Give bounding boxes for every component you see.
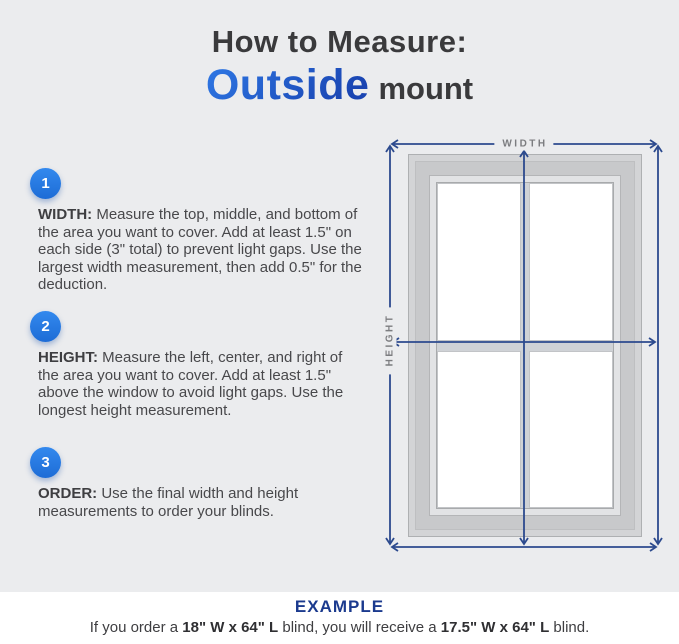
step-1-label: WIDTH: bbox=[38, 206, 93, 223]
example-footer bbox=[0, 592, 679, 644]
window-pane-bottom-left bbox=[437, 351, 521, 509]
example-ordered-size: 18" W x 64" L bbox=[182, 619, 279, 636]
window-outer-frame bbox=[408, 154, 642, 537]
step-width bbox=[30, 168, 378, 294]
title-highlight: Outside bbox=[205, 61, 370, 109]
height-dimension-label: HEIGHT bbox=[384, 308, 397, 375]
title-line1: How to Measure: bbox=[211, 24, 468, 59]
example-prefix: If you order a bbox=[89, 619, 183, 636]
step-3-text bbox=[38, 485, 363, 520]
title-line2 bbox=[0, 61, 679, 110]
step-1-text bbox=[38, 206, 363, 294]
step-3-badge: 3 bbox=[30, 447, 61, 478]
example-heading: EXAMPLE bbox=[294, 597, 385, 616]
step-2-label: HEIGHT: bbox=[38, 349, 98, 366]
step-order bbox=[30, 447, 378, 520]
window-pane-bottom-right bbox=[529, 351, 613, 509]
step-2-text bbox=[38, 349, 363, 419]
step-1-badge: 1 bbox=[30, 168, 61, 199]
step-3-label: ORDER: bbox=[38, 485, 98, 502]
title-suffix: mount bbox=[378, 71, 474, 106]
step-height bbox=[30, 311, 378, 419]
example-suffix: blind. bbox=[549, 619, 590, 636]
window-panes bbox=[436, 182, 614, 509]
window-pane-top-left bbox=[437, 183, 521, 341]
window-casing bbox=[415, 161, 635, 530]
width-measure-line-bottom bbox=[392, 543, 656, 551]
step-3-body: Use the final width and height measurements to order your blinds. bbox=[38, 485, 299, 520]
example-middle: blind, you will receive a bbox=[278, 619, 441, 636]
window-trim bbox=[429, 175, 621, 516]
step-1-body: Measure the top, middle, and bottom of the area you want to cover. Add at least 1.5" on each side (3" total) to prevent light gaps. Use the largest width measurement, then add 0.5" for the deduction. bbox=[38, 206, 362, 293]
width-dimension-label: WIDTH bbox=[494, 138, 553, 151]
example-received-size: 17.5" W x 64" L bbox=[440, 619, 550, 636]
window-pane-top-right bbox=[529, 183, 613, 341]
height-measure-line-right bbox=[654, 146, 662, 544]
window-illustration bbox=[408, 154, 642, 537]
step-2-body: Measure the left, center, and right of the area you want to cover. Add at least 1.5" above the window to avoid light gaps. Use the longest height measurement. bbox=[38, 349, 344, 419]
page-title bbox=[0, 24, 679, 110]
example-text bbox=[0, 619, 679, 636]
step-2-badge: 2 bbox=[30, 311, 61, 342]
